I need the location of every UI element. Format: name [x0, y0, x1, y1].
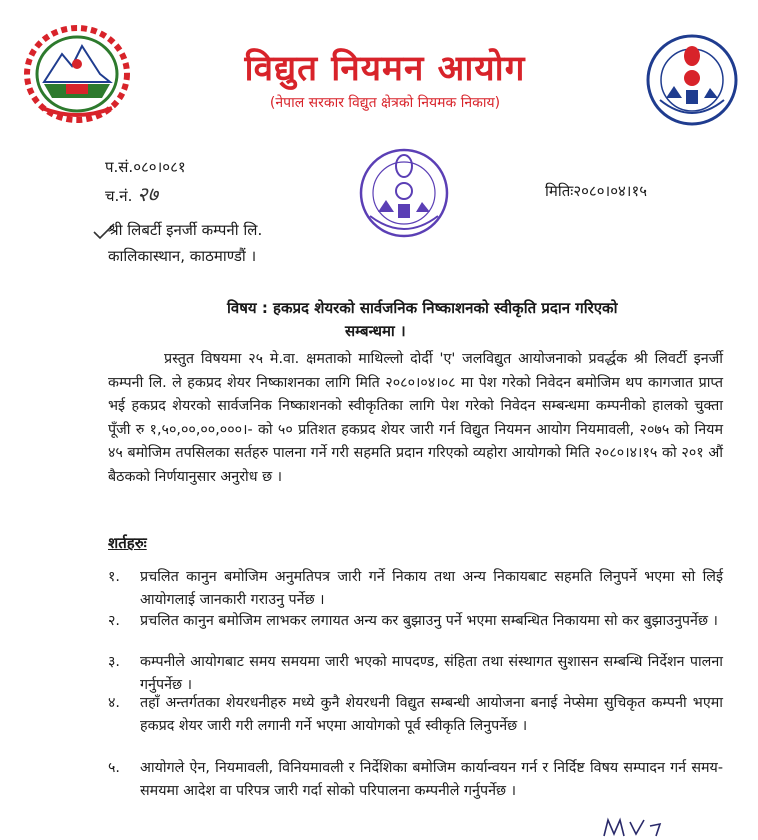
conditions-heading: शर्तहरुः	[108, 534, 147, 552]
condition-text: कम्पनीले आयोगबाट समय समयमा जारी भएको मापदण्ड, संहिता तथा संस्थागत सुशासन सम्बन्धि निर्देशन पालना गर्नुपर्नेछ ।	[140, 654, 723, 693]
subject-line-2: सम्बन्धमा ।	[345, 322, 406, 340]
condition-item	[108, 610, 723, 633]
dispatch-number	[105, 180, 158, 207]
condition-item	[108, 651, 723, 696]
condition-number: ४.	[108, 695, 120, 711]
nepal-emblem-icon	[22, 24, 132, 124]
dispatch-number-label: च.नं.	[105, 187, 133, 205]
condition-text: प्रचलित कानुन बमोजिम लाभकर लगायत अन्य कर बुझाउनु पर्ने भएमा सम्बन्धित निकायमा सो कर बुझाउनुपर्नेछ ।	[140, 613, 718, 629]
addressee-address: कालिकास्थान, काठमाण्डौं ।	[108, 247, 257, 265]
reference-number: प.सं.०८०।०८१	[105, 158, 186, 176]
condition-number: २.	[108, 613, 120, 629]
condition-number: १.	[108, 569, 120, 585]
organization-title: विद्युत नियमन आयोग	[244, 49, 526, 89]
signature-icon	[600, 812, 680, 840]
letter-date: मितिः२०८०।०४।१५	[545, 182, 648, 200]
condition-item	[108, 566, 723, 611]
condition-number: ५.	[108, 760, 120, 776]
official-stamp-icon	[358, 146, 450, 240]
condition-item	[108, 692, 723, 737]
condition-number: ३.	[108, 654, 120, 670]
letter-body: प्रस्तुत विषयमा २५ मे.वा. क्षमताको माथिल्लो दोर्दी 'ए' जलविद्युत आयोजनाको प्रवर्द्धक श्री लिवर्टी इनर्जी कम्पनी लि. ले हकप्रद शेयर निष्काशनका लागि मिति २०८०।०४।०८ मा पेश गरेको निवेदन बमोजिम थप कागजात प्राप्त भई हकप्रद शेयरको सार्वजनिक निष्काशनको स्वीकृतिका लागि पेश गरेको निवेदन सम्बन्धमा कम्पनीको हालको चुक्ता पूँजी रु १,५०,००,००,०००।- को ५० प्रतिशत हकप्रद शेयर जारी गर्न विद्युत नियमन आयोग नियमावली, २०७५ को नियम ४५ बमोजिम तपसिलका सर्तहरु पालना गर्ने गरी सहमति प्रदान गरिएको व्यहोरा आयोगको मिति २०८०।४।१५ को २०१ औं बैठकको निर्णयानुसार अनुरोध छ ।	[108, 351, 723, 485]
condition-text: प्रचलित कानुन बमोजिम अनुमतिपत्र जारी गर्ने निकाय तथा अन्य निकायबाट सहमति लिनुपर्ने भएमा सो लिई आयोगलाई जानकारी गराउनु पर्नेछ ।	[140, 569, 723, 608]
subject-line-1: विषय : हकप्रद शेयरको सार्वजनिक निष्काशनको स्वीकृति प्रदान गरिएको	[227, 299, 618, 317]
condition-text: तहाँ अन्तर्गतका शेयरधनीहरु मध्ये कुनै शेयरधनी विद्युत सम्बन्धी आयोजना बनाई नेप्सेमा सुचिकृत कम्पनी भएमा हकप्रद शेयर जारी गरी लगानी गर्ने भएमा आयोगको पूर्व स्वीकृति लिनुपर्नेछ ।	[140, 695, 723, 734]
subject-line	[227, 297, 707, 343]
dispatch-number-value: २७	[137, 182, 158, 206]
condition-item	[108, 757, 723, 802]
organization-subtitle: (नेपाल सरकार विद्युत क्षेत्रको नियमक निकाय)	[269, 95, 501, 111]
commission-logo-icon	[646, 34, 738, 126]
condition-text: आयोगले ऐन, नियमावली, विनियमावली र निर्देशिका बमोजिम कार्यान्वयन गर्न र निर्दिष्ट विषय सम्पादन गर्न समय-समयमा आदेश वा परिपत्र जारी गर्दा सोको परिपालना कम्पनीले गर्नुपर्नेछ ।	[140, 760, 723, 799]
addressee-name: श्री लिबर्टी इनर्जी कम्पनी लि.	[108, 221, 263, 239]
